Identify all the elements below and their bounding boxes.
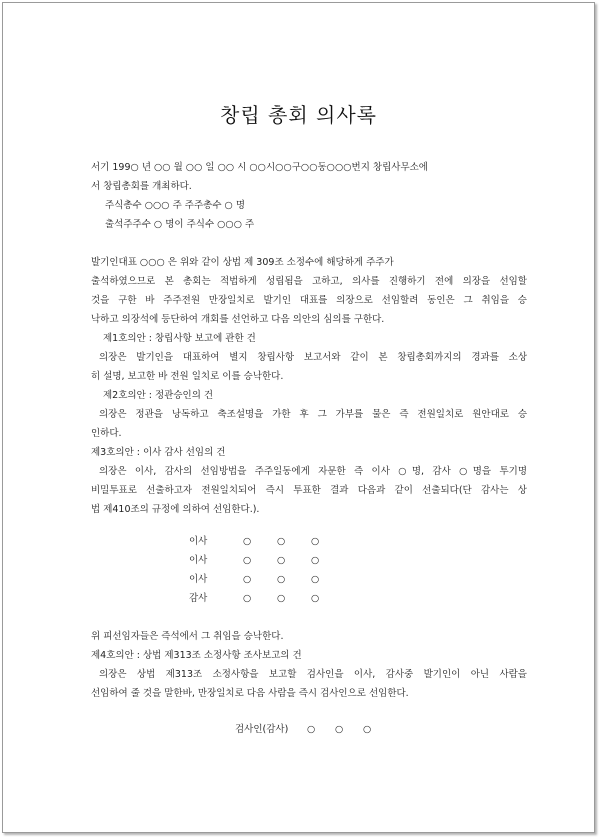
signature-mark: ○ xyxy=(335,724,344,735)
officer-mark: ○ xyxy=(243,593,252,604)
agenda1-line-2: 히 설명, 보고한 바 전원 일치로 이를 승낙한다. xyxy=(91,371,284,382)
intro-line-3: 것을 구한 바 주주전원 만장일치로 발기인 대표를 의장으로 선임할려 동인은 그 취임을 승 xyxy=(91,295,527,306)
officer-mark: ○ xyxy=(311,574,320,585)
agenda4-line-1: 의장은 상법 제313조 소정사항을 보고할 검사인을 이사, 감사중 발기인이 아닌 사람을 xyxy=(99,669,527,680)
agenda4-line-2: 선임하여 줄 것을 말한바, 만장일치로 다음 사람을 즉시 검사인으로 선임한다. xyxy=(91,688,409,699)
officers-list xyxy=(189,532,345,608)
officer-mark: ○ xyxy=(277,536,286,547)
officer-role: 이사 xyxy=(189,536,208,547)
intro-line-2: 출석하였으므로 본 총회는 적법하게 성립됨을 고하고, 의사를 진행하기 전에 의장을 선임할 xyxy=(91,276,527,287)
acceptance-line: 위 피선임자들은 즉석에서 그 취임을 승낙한다. xyxy=(91,631,284,642)
officer-role: 이사 xyxy=(189,555,208,566)
agenda3-heading: 제3호의안 : 이사 감사 선임의 건 xyxy=(91,447,226,458)
document-page xyxy=(2,2,595,833)
officer-row xyxy=(189,570,345,589)
opening-line-2: 서 창립총회를 개최하다. xyxy=(91,181,192,192)
intro-line-4: 낙하고 의장석에 등단하여 개회를 선언하고 다음 의안의 심의를 구한다. xyxy=(91,314,385,325)
agenda1-line-1: 의장은 발기인을 대표하여 별지 창립사항 보고서와 같이 본 창립총회까지의 경과를 소상 xyxy=(99,352,527,363)
officer-mark: ○ xyxy=(243,536,252,547)
agenda3-line-3: 법 제410조의 규정에 의하여 선임한다.). xyxy=(91,504,260,515)
agenda2-heading: 제2호의안 : 정관승인의 건 xyxy=(103,390,214,401)
officer-mark: ○ xyxy=(311,536,320,547)
inspector-label: 검사인(감사) xyxy=(235,724,289,735)
officer-mark: ○ xyxy=(243,574,252,585)
closing-section xyxy=(91,627,527,703)
inspector-signature xyxy=(235,720,391,739)
signature-mark: ○ xyxy=(307,724,316,735)
officer-row xyxy=(189,532,345,551)
officer-role: 감사 xyxy=(189,593,208,604)
officer-mark: ○ xyxy=(311,555,320,566)
officer-mark: ○ xyxy=(277,555,286,566)
signature-mark: ○ xyxy=(363,724,372,735)
document-body xyxy=(91,158,527,519)
agenda2-line-1: 의장은 정관을 낭독하고 축조설명을 가한 후 그 가부를 물은 즉 전원일치로 원안대로 승 xyxy=(99,409,527,420)
agenda1-heading: 제1호의안 : 창립사항 보고에 관한 건 xyxy=(103,333,256,344)
agenda3-line-1: 의장은 이사, 감사의 선임방법을 주주일동에게 자문한 즉 이사 ○명, 감사 ○명을 투기명 xyxy=(99,466,527,477)
officer-mark: ○ xyxy=(243,555,252,566)
officer-row xyxy=(189,551,345,570)
agenda3-line-2: 비밀투표로 선출하고자 전원일치되어 즉시 투표한 결과 다음과 같이 선출되다(단 감사는 상 xyxy=(91,485,527,496)
officer-row xyxy=(189,589,345,608)
document-title: 창립 총회 의사록 xyxy=(220,103,377,127)
spacer xyxy=(91,234,527,253)
shares-line-2: 출석주주수 ○ 명이 주식수 ○○○ 주 xyxy=(105,219,255,230)
officer-role: 이사 xyxy=(189,574,208,585)
agenda4-heading: 제4호의안 : 상법 제313조 소정사항 조사보고의 건 xyxy=(91,650,302,661)
agenda2-line-2: 인하다. xyxy=(91,428,122,439)
officer-mark: ○ xyxy=(277,574,286,585)
officer-mark: ○ xyxy=(311,593,320,604)
shares-line-1: 주식총수 ○○○ 주 주주총수 ○ 명 xyxy=(105,200,246,211)
officer-mark: ○ xyxy=(277,593,286,604)
opening-line-1: 서기 199○ 년 ○○ 월 ○○ 일 ○○ 시 ○○시○○구○○동○○○번지 창립사무소에 xyxy=(91,162,428,173)
intro-line-1: 발기인대표 ○○○ 은 위와 같이 상법 제 309조 소정수에 해당하게 주주가 xyxy=(91,257,394,268)
